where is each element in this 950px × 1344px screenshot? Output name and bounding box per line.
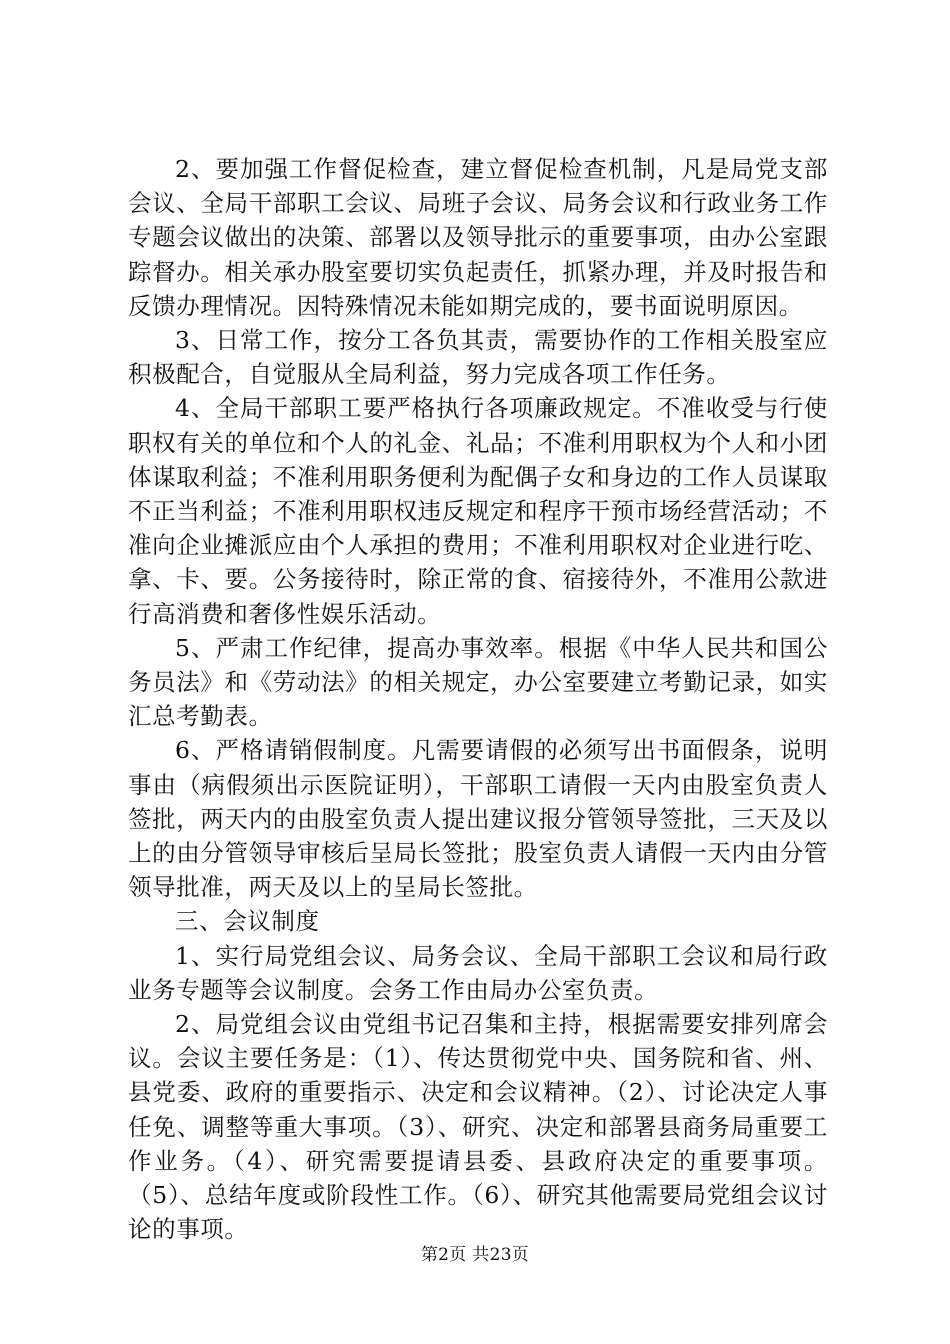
paragraph-6: 6、严格请销假制度。凡需要请假的必须写出书面假条，说明事由（病假须出示医院证明），干部职工请假一天内由股室负责人签批，两天内的由股室负责人提出建议报分管领导签批，三天及以上的由分管领导审核后呈局长签批；股室负责人请假一天内由分管领导批准，两天及以上的呈局长签批。: [128, 736, 828, 902]
page-footer: [0, 1244, 950, 1266]
section-heading-meeting-system: 三、会议制度: [175, 907, 320, 936]
paragraph-5: 5、严肃工作纪律，提高办事效率。根据《中华人民共和国公务员法》和《劳动法》的相关规定，办公室要建立考勤记录，如实汇总考勤表。: [128, 633, 828, 731]
section-paragraph-1: 1、实行局党组会议、局务会议、全局干部职工会议和局行政业务专题等会议制度。会务工作由局办公室负责。: [128, 941, 828, 1004]
document-body: [128, 152, 828, 1247]
paragraph-2: 2、要加强工作督促检查，建立督促检查机制，凡是局党支部会议、全局干部职工会议、局班子会议、局务会议和行政业务工作专题会议做出的决策、部署以及领导批示的重要事项，由办公室跟踪督办。相关承办股室要切实负起责任，抓紧办理，并及时报告和反馈办理情况。因特殊情况未能如期完成的，要书面说明原因。: [128, 155, 828, 320]
section-paragraph-2: 2、局党组会议由党组书记召集和主持，根据需要安排列席会议。会议主要任务是：（1）、传达贯彻党中央、国务院和省、州、县党委、政府的重要指示、决定和会议精神。（2）、讨论决定人事任免、调整等重大事项。（3）、研究、决定和部署县商务局重要工作业务。（4）、研究需要提请县委、县政府决定的重要事项。（5）、总结年度或阶段性工作。（6）、研究其他需要局党组会议讨论的事项。: [128, 1010, 828, 1244]
paragraph-3: 3、日常工作，按分工各负其责，需要协作的工作相关股室应积极配合，自觉服从全局利益，努力完成各项工作任务。: [128, 326, 828, 389]
page-number-label: 第2页 共23页: [420, 1245, 530, 1265]
paragraph-4: 4、全局干部职工要严格执行各项廉政规定。不准收受与行使职权有关的单位和个人的礼金、礼品；不准利用职权为个人和小团体谋取利益；不准利用职务便利为配偶子女和身边的工作人员谋取不正当利益；不准利用职权违反规定和程序干预市场经营活动；不准向企业摊派应由个人承担的费用；不准利用职权对企业进行吃、拿、卡、要。公务接待时，除正常的食、宿接待外，不准用公款进行高消费和奢侈性娱乐活动。: [128, 394, 828, 628]
